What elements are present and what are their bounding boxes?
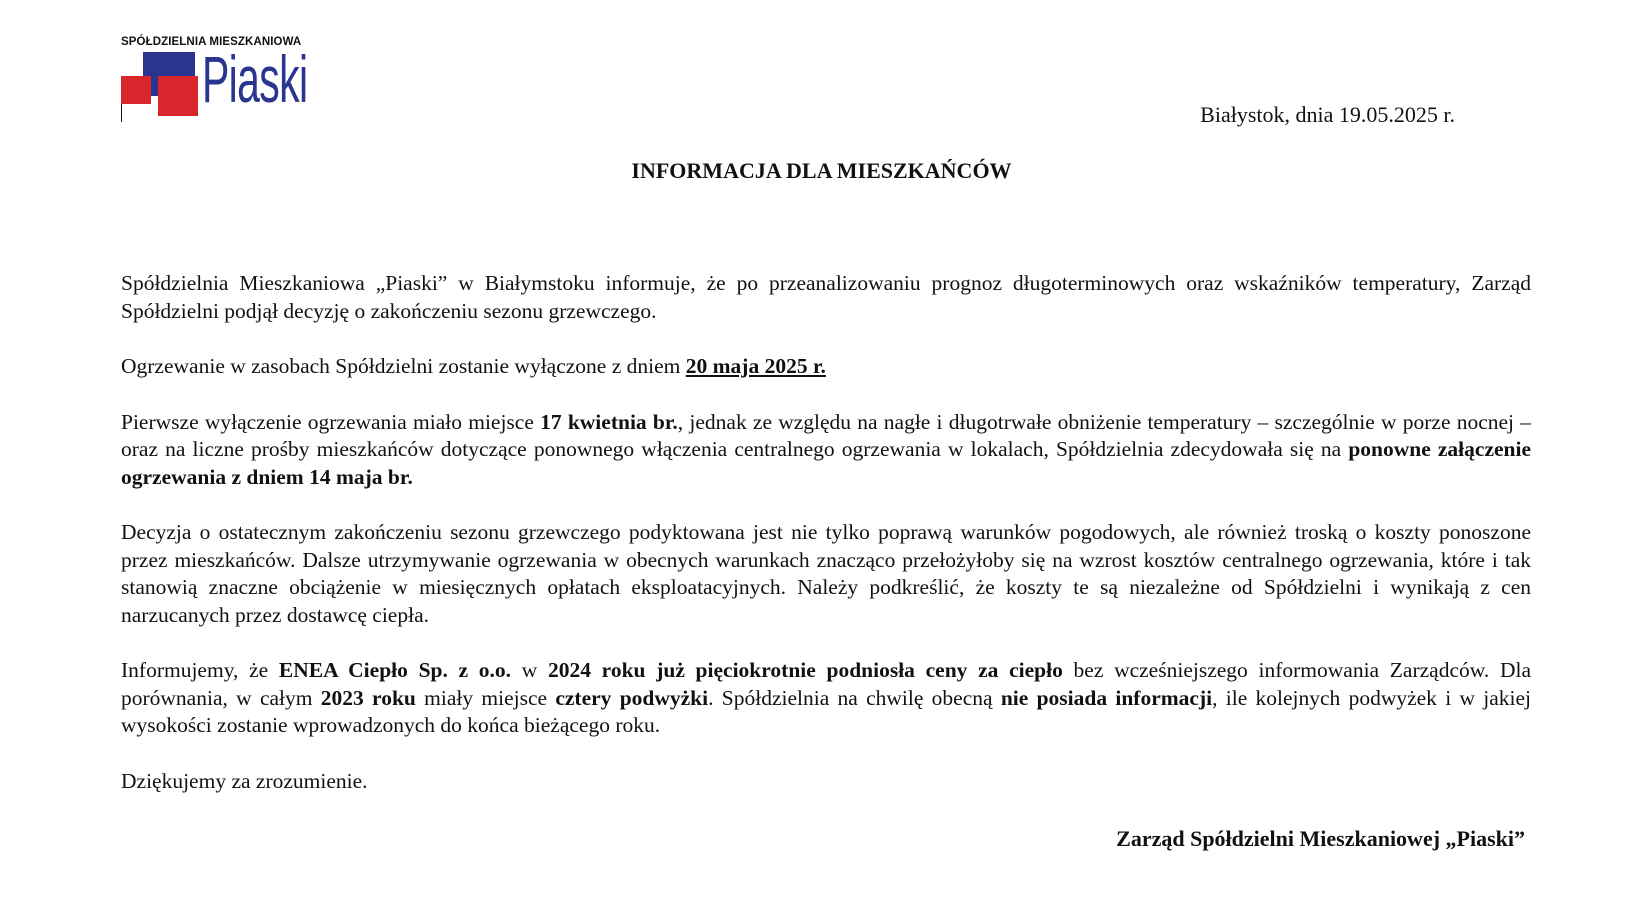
first-shutdown-date: 17 kwietnia br. [540, 409, 678, 434]
logo-caption: SPÓŁDZIELNIA MIESZKANIOWA [121, 36, 302, 48]
paragraph-5-text-3: bez wcześniejszego informowania Zarządców. Dla porównania, w całym [121, 658, 1531, 710]
document-title: INFORMACJA DLA MIESZKAŃCÓW [631, 158, 1012, 183]
paragraph-5 [121, 657, 1531, 740]
company-logo [121, 36, 311, 131]
no-information-note: nie posiada informacji [1000, 685, 1213, 710]
paragraph-5-text-1: Informujemy, że [121, 658, 279, 682]
heating-off-date: 20 maja 2025 r. [685, 354, 826, 378]
paragraph-5-text-6: , ile kolejnych podwyżek i w jakiej wysokości zostanie wprowadzonych do końca bieżącego roku. [121, 685, 1532, 737]
logo-wordmark: Piaski [202, 42, 308, 116]
paragraph-6 [121, 768, 1531, 796]
paragraph-3 [121, 409, 1531, 492]
price-increase-2024: 2024 roku już pięciokrotnie podniosła ceny za ciepło [547, 658, 1063, 682]
document-body [121, 270, 1531, 823]
paragraph-3-text-2: , jednak ze względu na nagłe i długotrwałe obniżenie temperatury – szczególnie w porze nocnej – oraz na liczne prośby mieszkańców dotyczące ponownego włączenia centralnego ogrzewania w lokalach, Spółdzielnia zdecydowała się na [121, 409, 1531, 461]
logo-red-square-right [158, 76, 198, 116]
paragraph-5-text-4: miały miejsce [415, 685, 556, 710]
logo-squares-icon [121, 52, 201, 122]
year-2023: 2023 roku [320, 685, 416, 710]
paragraph-2-text: Ogrzewanie w zasobach Spółdzielni zostanie wyłączone z dniem [121, 354, 686, 378]
paragraph-1-text: Spółdzielnia Mieszkaniowa „Piaski” w Białymstoku informuje, że po przeanalizowaniu prognoz długoterminowych oraz wskaźników temperatury, Zarząd Spółdzielni podjął decyzję o zakończeniu sezonu grzewczego. [121, 271, 1531, 323]
paragraph-5-text-5: . Spółdzielnia na chwilę obecną [708, 685, 1001, 710]
closing-thanks: Dziękujemy za zrozumienie. [121, 768, 368, 793]
paragraph-3-text-1: Pierwsze wyłączenie ogrzewania miało miejsce [121, 409, 541, 434]
paragraph-4 [121, 519, 1531, 629]
supplier-name: ENEA Ciepło Sp. z o.o. [278, 658, 512, 682]
paragraph-5-text-2: w [511, 658, 548, 682]
signature: Zarząd Spółdzielni Mieszkaniowej „Piaski” [1116, 826, 1525, 851]
logo-red-square-left [121, 76, 151, 104]
reactivation-date: ponowne załączenie ogrzewania z dniem 14 maja br. [121, 437, 1531, 489]
paragraph-1 [121, 270, 1531, 325]
document-date: Białystok, dnia 19.05.2025 r. [1200, 102, 1455, 127]
increase-count-2023: cztery podwyżki [555, 685, 709, 710]
paragraph-4-text: Decyzja o ostatecznym zakończeniu sezonu grzewczego podyktowana jest nie tylko poprawą warunków pogodowych, ale również troską o koszty ponoszone przez mieszkańców. Dalsze utrzymywanie ogrzewania w obecnych warunkach znacząco przełożyłoby się na wzrost kosztów centralnego ogrzewania, które i tak stanowią znaczne obciążenie w miesięcznych opłatach eksploatacyjnych. Należy podkreślić, że koszty te są niezależne od Spółdzielni i wynikają z cen narzucanych przez dostawcę ciepła. [121, 520, 1531, 627]
paragraph-2 [121, 353, 1531, 381]
